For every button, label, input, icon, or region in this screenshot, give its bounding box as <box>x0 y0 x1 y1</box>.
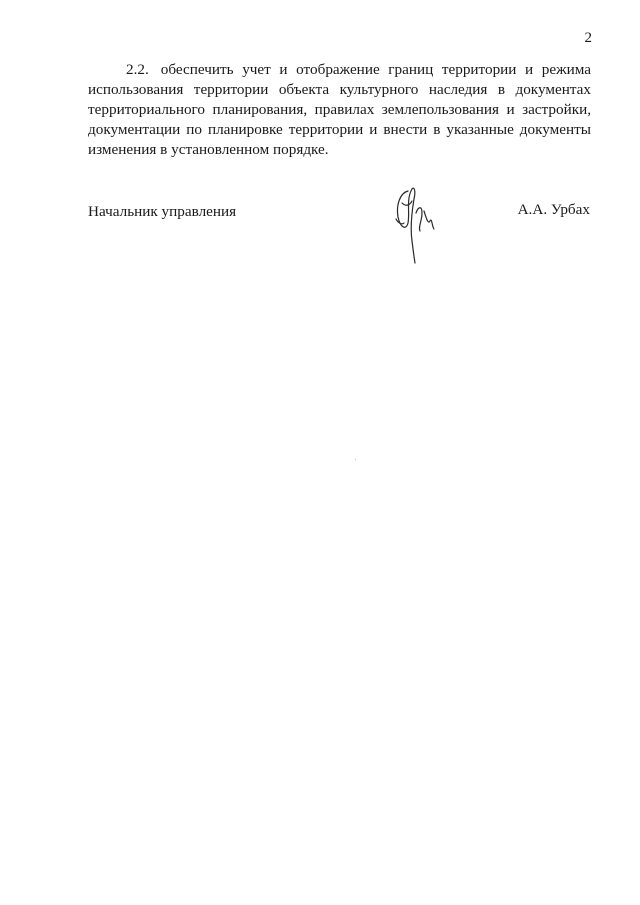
page-number: 2 <box>584 30 592 46</box>
signer-name: А.А. Урбах <box>517 201 590 218</box>
clause-text: обеспечить учет и отображение границ территории и режима использования территории объекта культурного наследия в документах территориального планирования, правилах землепользования и застройки, документации по планировке территории и внести в указанные документы изменения в установленном порядке. <box>88 61 591 158</box>
handwritten-signature-icon <box>388 183 436 265</box>
clause-number: 2.2. <box>126 61 149 78</box>
signer-position-title: Начальник управления <box>88 203 237 220</box>
clause-2-2 <box>88 60 591 160</box>
scan-speck <box>355 459 356 460</box>
